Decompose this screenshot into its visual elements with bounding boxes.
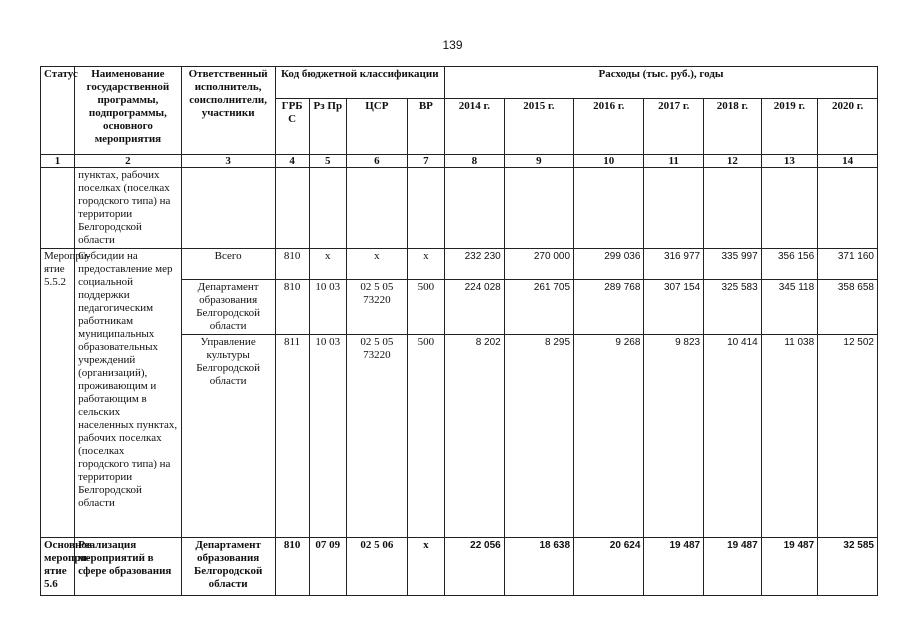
value-2019: 356 156 [761,249,818,280]
value-2019: 19 487 [761,538,818,596]
value-2020: 371 160 [818,249,878,280]
row-grbs: 810 [275,538,309,596]
header-year-2014: 2014 г. [445,99,505,155]
header-year-2017: 2017 г. [644,99,704,155]
measure-552-name: Субсидии на предоставление мер социальной поддержки педагогическим работникам муниципальных образовательных учреждений (организаций), проживающим и работающим в сельских населенных пунктах, рабочих поселках (поселках городского типа) на территории Белгородской области [75,249,182,538]
value-2014: 22 056 [445,538,505,596]
col-num: 14 [818,155,878,168]
value-2015: 18 638 [504,538,573,596]
header-vr: ВР [407,99,444,155]
value-2019: 11 038 [761,335,818,538]
col-num: 11 [644,155,704,168]
table-row [41,538,878,596]
row-responsible: Департамент образования Белгородской области [181,538,275,596]
row-csr: 02 5 05 73220 [346,335,407,538]
col-num: 7 [407,155,444,168]
value-2018: 335 997 [704,249,762,280]
row-csr: х [346,249,407,280]
col-num: 8 [445,155,505,168]
value-2014: 8 202 [445,335,505,538]
measure-56-name: Реализация мероприятий в сфере образования [75,538,182,596]
row-vr: 500 [407,280,444,335]
header-year-2015: 2015 г. [504,99,573,155]
header-status: Статус [41,67,75,155]
value-2018: 10 414 [704,335,762,538]
col-num: 13 [761,155,818,168]
row-rzpr: х [309,249,346,280]
col-num: 6 [346,155,407,168]
header-year-2019: 2019 г. [761,99,818,155]
value-2018: 19 487 [704,538,762,596]
row-rzpr: 10 03 [309,335,346,538]
row-vr: 500 [407,335,444,538]
value-2016: 299 036 [574,249,644,280]
value-2017: 9 823 [644,335,704,538]
row-rzpr: 07 09 [309,538,346,596]
col-num: 3 [181,155,275,168]
value-2015: 270 000 [504,249,573,280]
row-responsible: Управление культуры Белгородской области [181,335,275,538]
header-year-2018: 2018 г. [704,99,762,155]
measure-552-status: Меропри-ятие 5.5.2 [41,249,75,538]
value-2017: 316 977 [644,249,704,280]
value-2014: 224 028 [445,280,505,335]
value-2015: 261 705 [504,280,573,335]
table-row [41,249,878,280]
value-2015: 8 295 [504,335,573,538]
value-2018: 325 583 [704,280,762,335]
header-year-2020: 2020 г. [818,99,878,155]
continuation-text: пунктах, рабочих поселках (поселках городского типа) на территории Белгородской области [75,168,182,249]
page-number: 139 [442,38,463,52]
row-grbs: 811 [275,335,309,538]
header-responsible: Ответственный исполнитель, соисполнители, участники [181,67,275,155]
col-num: 5 [309,155,346,168]
value-2017: 19 487 [644,538,704,596]
col-num: 4 [275,155,309,168]
budget-table [40,66,878,596]
row-csr: 02 5 05 73220 [346,280,407,335]
measure-56-status: Основное меропри-ятие 5.6 [41,538,75,596]
col-num: 9 [504,155,573,168]
value-2020: 12 502 [818,335,878,538]
value-2020: 358 658 [818,280,878,335]
value-2016: 20 624 [574,538,644,596]
row-csr: 02 5 06 [346,538,407,596]
value-2016: 289 768 [574,280,644,335]
value-2016: 9 268 [574,335,644,538]
row-rzpr: 10 03 [309,280,346,335]
col-num: 1 [41,155,75,168]
col-num: 10 [574,155,644,168]
row-vr: х [407,249,444,280]
header-csr: ЦСР [346,99,407,155]
header-name: Наименование государственной программы, подпрограммы, основного мероприятия [75,67,182,155]
value-2017: 307 154 [644,280,704,335]
value-2019: 345 118 [761,280,818,335]
col-num: 2 [75,155,182,168]
header-year-2016: 2016 г. [574,99,644,155]
col-num: 12 [704,155,762,168]
header-expenses: Расходы (тыс. руб.), годы [445,67,878,99]
value-2014: 232 230 [445,249,505,280]
row-vr: х [407,538,444,596]
row-responsible: Департамент образования Белгородской области [181,280,275,335]
column-number-row [41,155,878,168]
row-grbs: 810 [275,280,309,335]
header-grbs: ГРБ С [275,99,309,155]
value-2020: 32 585 [818,538,878,596]
table-row [41,168,878,249]
row-responsible: Всего [181,249,275,280]
header-rzpr: Рз Пр [309,99,346,155]
header-budget-code: Код бюджетной классификации [275,67,445,99]
row-grbs: 810 [275,249,309,280]
